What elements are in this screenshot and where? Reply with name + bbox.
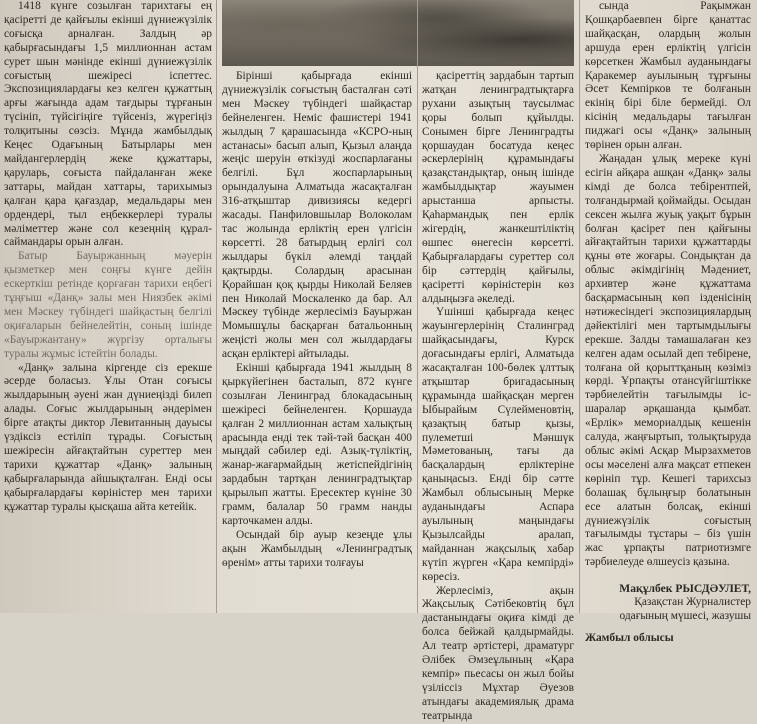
paragraph: сында Рақымжан Қошқарбаевпен бірге қанаттас шайқасқан, олардың жолын аршуда ерен ерліктің үлгісін көрсеткен Жамбыл ауданындағы Қаракемер ауылының тұрғыны Әсет Кемпірков те болғанын екінің бірі біле бермейді. Ол кісінің медальдары тағылған пиджагі осы «Данқ» залының төрінен орын алған. [585, 0, 751, 152]
text-column-2 [222, 0, 412, 613]
paragraph: Жаңадан ұлық мереке күні есігін айқара ашқан «Данқ» залы кімді де болса тебірентпей, толғандырмай қоймайды. Осыдан сексен жылға жуық уақыт бұрын болған қасірет пен қайғыны айғақтайтын тарихи құжаттарды құны өте жоғары. Сондықтан да облыс әкімдігінің Мәдениет, архивтер және құжаттама басқармасының көп ізденісінің нәтижесіндегі экспозициялардың дәйектілігі мен тартымдылығы ерекше. Залды тамашалаған кез келген адам осылай деп тебіренe, толғана ой қорыттқаның көзіміз көрді. Ұрпақты отансүйгіштікке тәрбиелейтін тағылымды іс-шаралар әрқашанда қымбат. «Ерлік» мемориалдық кешенін салуда, жаңғыртып, толықтыруда облыс әкімі Асқар Мырзахметов осы мәселені алға мақсат етпекен көрініп тұр. Кешегі тарихсыз болашақ бұлыңғыр болатынын есе алатын болсақ, екінші дүниежүзілік соғыстың тағылымды тұстары – біз үшін жас ұрпақты патриотизмге тәрбиелеуде өлшеусіз қазына. [585, 152, 751, 569]
paragraph: 1418 күнге созылған тарихтағы ең қасіретті де қайғылы екінші дүниежүзілік соғысқа арналған. Залдың әр қабырғасындағы 1,5 миллионнан астам сурет шын мәнінде екінші дүниежүзілік соғыстың шежіресі іспеттес. Экспозициялардағы кез келген құжаттың арғы жағында адам тағдыры тұрғанын түсініп, түйсігіңіге түйсеніз, жүрегіңіз толқитыны сөзсіз. Мұнда жамбылдық Кеңес Одағының Батырлары мен майдангерлердің жеке құжаттары, қаруларь, соғыста пайдаланған жеке заттары, майдан хаттары, тарихымыз қалған қара қағаздар, медальдары мен ордендері, тыл еңбеккерлері туралы мәліметтер және сол кезеңнің құрал-саймандары орын алған. [4, 0, 212, 249]
text-column-4 [585, 0, 751, 644]
author-title: Қазақстан Журналистер одағының мүшесі, жазушы [619, 596, 751, 622]
paragraph: Үшінші қабырғада кеңес жауынгерлерінің Сталинград шайқасындағы, Курск доғасындағы ерлігі, Алматыда жасақталған 100-бөлек ұлттық атқыштар бригадасының құрамында шайқасқан мерген Ыбырайым Сүлейменовтің, қазақтың батыр қызы, пулеметші Мәншүк Мәметованың, тағы да басқалардың ерліктеріне қаныңасыз. Енді бір сәтте Жамбыл облысының Мерке ауданындағы Аспара ауылының маңындағы Қызылсайды аралап, майданнан жақсылық хабар күтіп жүрген «Қара кемпірді» көресіз. [422, 306, 574, 583]
paragraph: «Данқ» залына кіргенде сіз ерекше әсерде боласыз. Ұлы Отан соғысы жылдарының әуені жан дүниеңізді билеп алады. Соғыс жылдарының әндерімен бірге атақты диктор Левитанның дауысы үздіксіз естіліп тұрады. Соғыстың шежіресін айғақтайтын суреттер мен тарихи құжаттар «Данқ» залының қабырғаларында айшықталған. Енді осы қабырғалардағы көріністер мен тарихи құжаттар туралы қысқаша айта кетейік. [4, 361, 212, 513]
paragraph: Осындай бір ауыр кезеңде ұлы ақын Жамбылдың «Ленинградтық өренім» атты тарихи толғауы [222, 528, 412, 569]
text-column-1 [4, 0, 212, 613]
author-name: Мақұлбек РЫСДӘУЛЕТ, [619, 582, 751, 596]
paragraph: Бірінші қабырғада екінші дүниежүзілік соғыстың басталған сәті мен Мәскеу түбіндегі шайқастар бейнеленген. Неміс фашистері 1941 жылдың 7 қарашасында «КСРО-ның астанасы» басып алып, Қызыл алаңда жеңіс шеруін өткізуді жоспарлағаны белгілі. Бұл жоспарларының орындалуына Алматыда жасақталған 316-атқыштар дивизиясы кедергі жасады. Панфиловшылар Волоколам тас жолында ерліктің ерен үлгісін көрсетті. 28 батырдың ерлігі сол жылдары бүкіл әлемді таңдай қақтырды. Солардың арасынан Қорайшан қоқ қырды Николай Беляев пен Николай Москаленко да бар. Ал Мәскеу түбінде жерлесіміз Бауыржан Момышұлы басқарған батальонның жеңісті жолы мен сол жылдардағы асқан ерліктері айтылады. [222, 70, 412, 361]
paragraph: Екінші қабырғада 1941 жылдың 8 қыркүйегінен басталып, 872 күнге созылған Ленинград блокадасының шежіресі бейнеленген. Қоршауда қалған 2 миллионнан астам халықтың арасында енді тек тәй-тәй басқан 400 мыңдай сәбилер еді. Азық-түліктің, жанар-жағармайдың жетіспейдігінің зардабын тартқан ленинградтықтар қырылып жатты. Ересектер күніне 30 грамм, балалар 50 грамм нанды карточкамен алды. [222, 362, 412, 527]
column-divider [216, 0, 217, 613]
paragraph-faded: Батыр Бауыржанның мәуерін қызметкер мен соңғы күнге дейін ескерткіш ретінде қорғаған тарихи еңбегі тұңғыш «Данқ» залы мен Ниязбек әкімі мен Мәскеу түбіндегі шайқастың белгілі оқиғаларын бейнелейтін, соның ішінде «Бауыржантану» жүргізу орталығы туралы жұмыс істейтін болады. [4, 250, 212, 360]
paragraph: қасіреттің зардабын тартып жатқан ленинградтықтарға рухани азықтың таусылмас қоры болып құйылды. Сонымен бірге Ленинградты қоршаудан босатуда кеңес әскерлерінің құрамындағы қазақстандықтар, оның ішінде жамбылдықтар жауымен арыстанша арпысты. Қаһармандық пен ерлік жігердің, жанкештіліктің өшпес өнегесін көрсетті. Қабырғалардағы суреттер сол бір сәттердің қайғылы, қасіретті көріністерін көз алдыңызға әкеледі. [422, 70, 574, 305]
column-divider [579, 0, 580, 613]
author-region: Жамбыл облысы [585, 631, 674, 644]
column-divider [417, 0, 418, 613]
text-column-3 [422, 0, 574, 722]
paragraph: Жерлесіміз, ақын Жақсылық Сәтібековтің бұл дастанындағы оқиға кімді де болса бейжай қалдырмайды. Ал театр әртістері, драматург Әлібек Әмзеұлының «Қара кемпір» пьесасы он жыл бойы үзіліссіз Мұхтар Әуезов атындағы академиялық драма театрында [422, 584, 574, 722]
